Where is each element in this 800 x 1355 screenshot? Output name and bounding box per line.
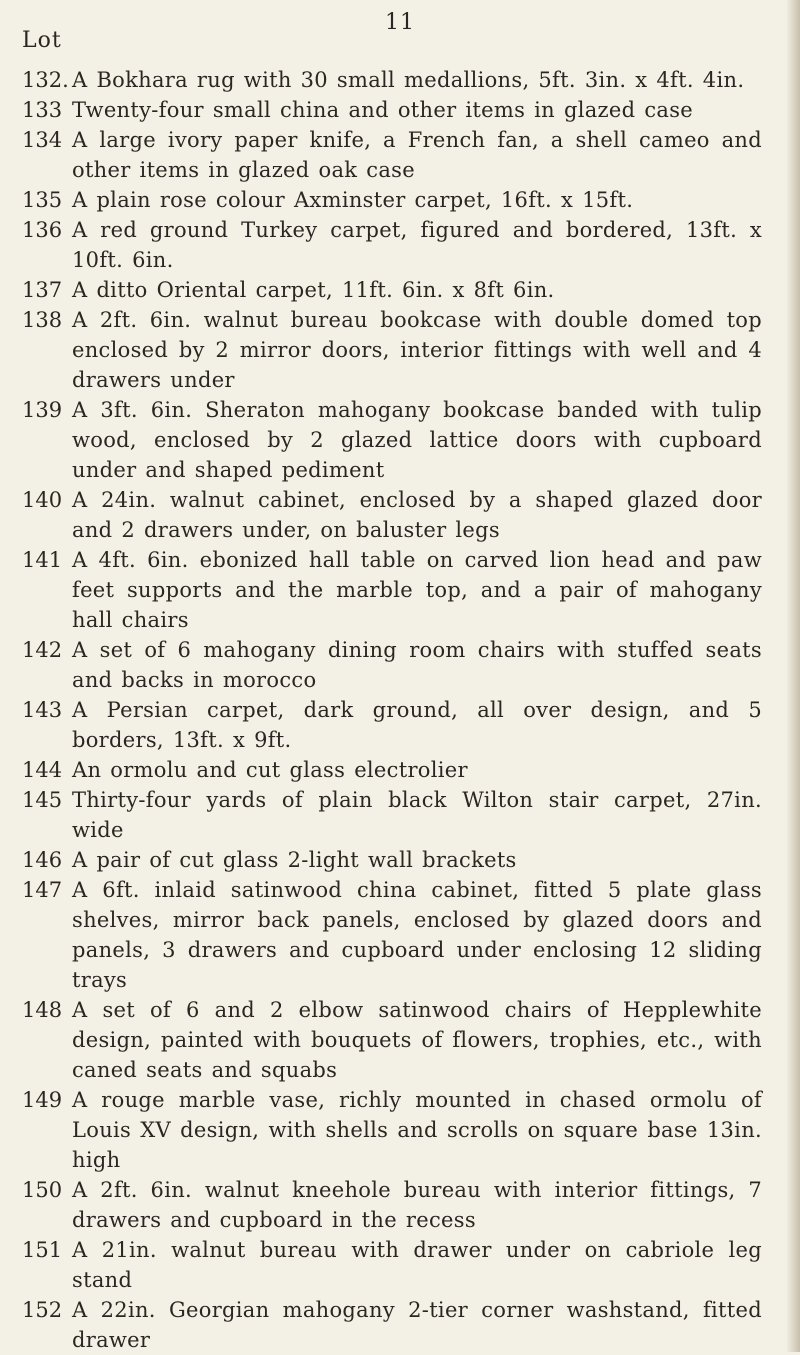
lot-number: 142 [22,638,63,662]
lot-entry [0,995,800,1085]
lot-entry [0,635,800,695]
lot-description: An ormolu and cut glass electrolier [72,758,468,782]
lot-description: A pair of cut glass 2-light wall brackets [72,848,517,872]
lot-entry [0,185,800,215]
lot-entry [0,695,800,755]
lot-number: 144 [22,758,63,782]
lot-number: 140 [22,488,63,512]
lot-description: Thirty-four yards of plain black Wilton stair carpet, 27in. wide [72,788,762,842]
lot-number: 138 [22,308,63,332]
lot-description: A 21in. walnut bureau with drawer under on cabriole leg stand [72,1238,762,1292]
lot-number: 132. [22,68,69,92]
lot-number: 135 [22,188,63,212]
lot-column-header: Lot [22,28,62,53]
lot-entry [0,875,800,995]
lot-number: 152 [22,1298,63,1322]
lot-entry [0,215,800,275]
lot-number: 146 [22,848,63,872]
lot-description: A 3ft. 6in. Sheraton mahogany bookcase banded with tulip wood, enclosed by 2 glazed lattice doors with cupboard under and shaped pediment [72,398,762,482]
lot-number: 133 [22,98,63,122]
lot-description: A Bokhara rug with 30 small medallions, 5ft. 3in. x 4ft. 4in. [72,68,745,92]
lot-number: 151 [22,1238,63,1262]
lot-number: 147 [22,878,63,902]
lot-description: A set of 6 and 2 elbow satinwood chairs of Hepplewhite design, painted with bouquets of flowers, trophies, etc., with caned seats and squabs [72,998,762,1082]
lot-number: 148 [22,998,63,1022]
lot-number: 139 [22,398,63,422]
lot-description: A 24in. walnut cabinet, enclosed by a shaped glazed door and 2 drawers under, on baluster legs [72,488,762,542]
lot-number: 150 [22,1178,63,1202]
lot-entry [0,395,800,485]
lot-description: A 22in. Georgian mahogany 2-tier corner washstand, fitted drawer [72,1298,762,1352]
lot-entry [0,785,800,845]
lot-entry [0,485,800,545]
lot-description: A rouge marble vase, richly mounted in chased ormolu of Louis XV design, with shells and scrolls on square base 13in. high [72,1088,762,1172]
lot-description: Twenty-four small china and other items in glazed case [72,98,694,122]
lot-number: 149 [22,1088,63,1112]
lot-entry [0,545,800,635]
lot-number: 143 [22,698,63,722]
lot-entries [0,65,800,1355]
lot-description: A 6ft. inlaid satinwood china cabinet, fitted 5 plate glass shelves, mirror back panels, enclosed by glazed doors and panels, 3 drawers and cupboard under enclosing 12 sliding trays [72,878,762,992]
lot-entry [0,305,800,395]
lot-number: 141 [22,548,63,572]
lot-entry [0,1085,800,1175]
lot-entry [0,845,800,875]
lot-entry [0,1235,800,1295]
lot-number: 134 [22,128,63,152]
lot-number: 137 [22,278,63,302]
lot-description: A ditto Oriental carpet, 11ft. 6in. x 8ft 6in. [72,278,555,302]
lot-entry [0,95,800,125]
lot-entry [0,1295,800,1355]
lot-entry [0,755,800,785]
lot-entry [0,65,800,95]
lot-description: A 4ft. 6in. ebonized hall table on carved lion head and paw feet supports and the marble top, and a pair of mahogany hall chairs [72,548,762,632]
lot-description: A plain rose colour Axminster carpet, 16ft. x 15ft. [72,188,634,212]
lot-entry [0,125,800,185]
lot-description: A Persian carpet, dark ground, all over design, and 5 borders, 13ft. x 9ft. [72,698,762,752]
lot-description: A red ground Turkey carpet, figured and bordered, 13ft. x 10ft. 6in. [72,218,762,272]
lot-description: A 2ft. 6in. walnut kneehole bureau with interior fittings, 7 drawers and cupboard in the recess [72,1178,762,1232]
lot-description: A large ivory paper knife, a French fan, a shell cameo and other items in glazed oak case [72,128,762,182]
lot-entry [0,275,800,305]
page-edge-shadow [786,0,800,1352]
lot-number: 136 [22,218,63,242]
lot-description: A 2ft. 6in. walnut bureau bookcase with double domed top enclosed by 2 mirror doors, interior fittings with well and 4 drawers under [72,308,762,392]
lot-description: A set of 6 mahogany dining room chairs with stuffed seats and backs in morocco [72,638,762,692]
page-number: 11 [385,10,415,35]
lot-entry [0,1175,800,1235]
lot-number: 145 [22,788,63,812]
